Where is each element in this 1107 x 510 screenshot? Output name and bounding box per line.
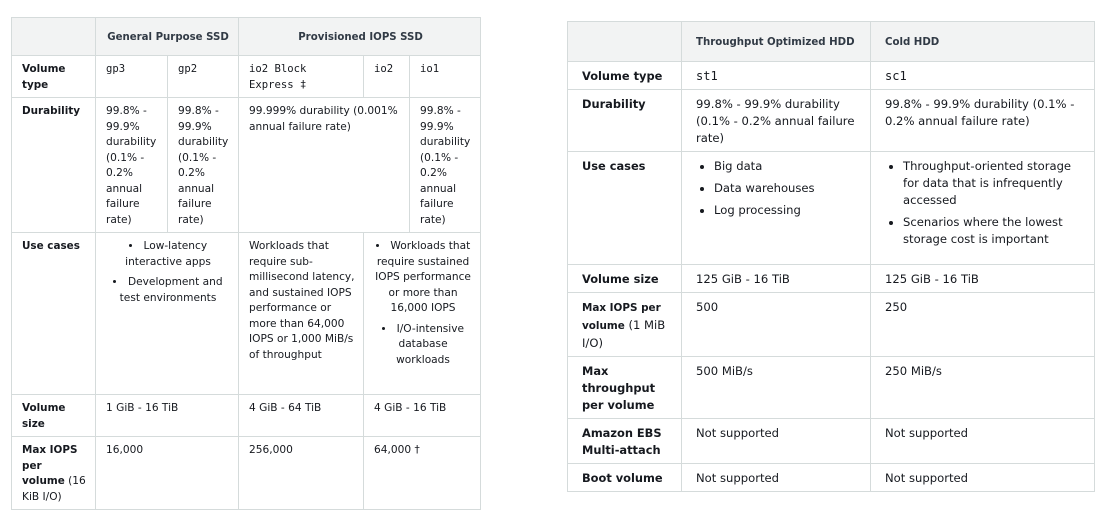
table-row — [12, 395, 481, 437]
list-item: • Log processing — [714, 202, 862, 219]
list-item: • Development and test environments — [106, 275, 230, 306]
table-row — [12, 233, 481, 395]
cell-max-iops-st1: 500 — [682, 293, 871, 357]
cell-volume-size-sc1: 125 GiB - 16 TiB — [871, 265, 1095, 293]
cell-use-cases-io2-block-express: Workloads that require sub-millisecond latency, and sustained IOPS performance or more than 64,000 IOPS or 1,000 MiB/s of throughput — [239, 233, 364, 395]
list-item: • Workloads that require sustained IOPS performance or more than 16,000 IOPS — [374, 239, 472, 317]
max-iops-label-suffix: (1 MiB I/O) — [582, 318, 666, 350]
row-label-volume-size: Volume size — [568, 265, 682, 293]
table-header-row — [568, 22, 1095, 62]
hdd-volume-types-table — [567, 21, 1095, 492]
ssd-volume-types-table — [11, 17, 481, 510]
list-item: • Scenarios where the lowest storage cost is important — [903, 214, 1086, 248]
table-row — [568, 62, 1095, 90]
cell-volume-type-io1: io1 — [410, 56, 481, 98]
row-label-multi-attach: Amazon EBS Multi-attach — [568, 419, 682, 464]
cell-use-cases-io — [364, 233, 481, 395]
cell-durability-gp3: 99.8% - 99.9% durability (0.1% - 0.2% annual failure rate) — [96, 98, 168, 233]
max-iops-label: Max IOPS per volume — [22, 444, 78, 487]
table-row — [568, 464, 1095, 492]
table-row — [568, 419, 1095, 464]
cell-use-cases-st1 — [682, 152, 871, 265]
header-general-purpose-ssd: General Purpose SSD — [96, 18, 239, 56]
io2-block-express-code: io2 Block Express ‡ — [249, 63, 307, 91]
cell-durability-sc1: 99.8% - 99.9% durability (0.1% - 0.2% annual failure rate) — [871, 90, 1095, 152]
cell-volume-type-st1: st1 — [682, 62, 871, 90]
list-item: • Big data — [714, 158, 862, 175]
row-label-volume-size: Volume size — [12, 395, 96, 437]
cell-volume-type-sc1: sc1 — [871, 62, 1095, 90]
row-label-volume-type: Volume type — [12, 56, 96, 98]
cell-volume-type-gp3: gp3 — [96, 56, 168, 98]
cell-volume-size-st1: 125 GiB - 16 TiB — [682, 265, 871, 293]
cell-volume-type-io2: io2 — [364, 56, 410, 98]
row-label-durability: Durability — [12, 98, 96, 233]
cell-max-throughput-st1: 500 MiB/s — [682, 357, 871, 419]
table-row — [568, 265, 1095, 293]
cell-use-cases-gp — [96, 233, 239, 395]
use-cases-gp-list — [106, 239, 230, 306]
row-label-boot-volume: Boot volume — [568, 464, 682, 492]
row-label-max-iops — [12, 437, 96, 510]
cell-max-iops-sc1: 250 — [871, 293, 1095, 357]
cell-durability-gp2: 99.8% - 99.9% durability (0.1% - 0.2% annual failure rate) — [168, 98, 239, 233]
header-corner-cell — [568, 22, 682, 62]
table-row — [12, 98, 481, 233]
row-label-use-cases: Use cases — [568, 152, 682, 265]
cell-volume-type-gp2: gp2 — [168, 56, 239, 98]
max-iops-label-suffix: (16 KiB I/O) — [22, 475, 86, 503]
header-throughput-optimized-hdd: Throughput Optimized HDD — [682, 22, 871, 62]
cell-volume-size-io: 4 GiB - 16 TiB — [364, 395, 481, 437]
use-cases-io-list — [374, 239, 472, 368]
cell-durability-io1: 99.8% - 99.9% durability (0.1% - 0.2% annual failure rate) — [410, 98, 481, 233]
table-row — [568, 293, 1095, 357]
cell-durability-io2: 99.999% durability (0.001% annual failure rate) — [239, 98, 410, 233]
table-row — [568, 357, 1095, 419]
row-label-volume-type: Volume type — [568, 62, 682, 90]
list-item: • Low-latency interactive apps — [106, 239, 230, 270]
cell-max-iops-gp: 16,000 — [96, 437, 239, 510]
cell-volume-size-io2-block-express: 4 GiB - 64 TiB — [239, 395, 364, 437]
table-header-row — [12, 18, 481, 56]
row-label-use-cases: Use cases — [12, 233, 96, 395]
table-row — [12, 437, 481, 510]
cell-max-throughput-sc1: 250 MiB/s — [871, 357, 1095, 419]
max-iops-label: Max IOPS per volume — [582, 302, 661, 332]
cell-multi-attach-sc1: Not supported — [871, 419, 1095, 464]
row-label-max-iops — [568, 293, 682, 357]
cell-volume-size-gp: 1 GiB - 16 TiB — [96, 395, 239, 437]
cell-use-cases-sc1 — [871, 152, 1095, 265]
list-item: • Throughput-oriented storage for data that is infrequently accessed — [903, 158, 1086, 209]
list-item: • Data warehouses — [714, 180, 862, 197]
header-corner-cell — [12, 18, 96, 56]
cell-max-iops-io: 64,000 † — [364, 437, 481, 510]
use-cases-st1-list — [696, 158, 862, 219]
cell-max-iops-io2-block-express: 256,000 — [239, 437, 364, 510]
cell-boot-volume-sc1: Not supported — [871, 464, 1095, 492]
cell-volume-type-io2-block-express — [239, 56, 364, 98]
table-row — [12, 56, 481, 98]
header-provisioned-iops-ssd: Provisioned IOPS SSD — [239, 18, 481, 56]
row-label-max-throughput: Max throughput per volume — [568, 357, 682, 419]
cell-multi-attach-st1: Not supported — [682, 419, 871, 464]
cell-boot-volume-st1: Not supported — [682, 464, 871, 492]
row-label-durability: Durability — [568, 90, 682, 152]
table-row — [568, 90, 1095, 152]
table-row — [568, 152, 1095, 265]
use-cases-sc1-list — [885, 158, 1086, 248]
cell-durability-st1: 99.8% - 99.9% durability (0.1% - 0.2% annual failure rate) — [682, 90, 871, 152]
header-cold-hdd: Cold HDD — [871, 22, 1095, 62]
list-item: • I/O-intensive database workloads — [374, 322, 472, 369]
